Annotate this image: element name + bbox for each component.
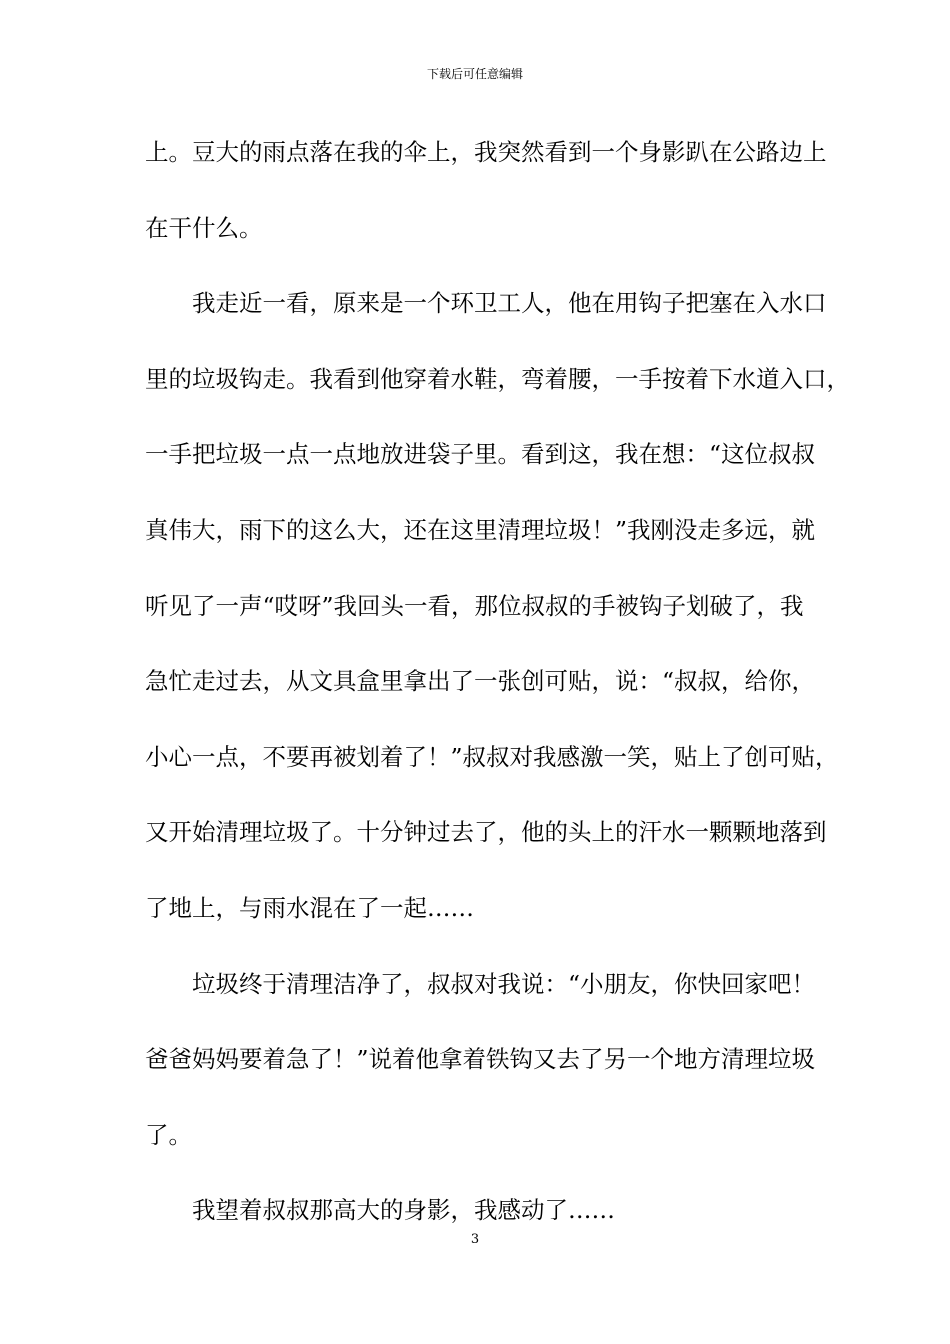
- text-line: 真伟大，雨下的这么大，还在这里清理垃圾！”我刚没走多远，就: [145, 515, 816, 544]
- text-line: 在干什么。: [145, 213, 263, 242]
- text-line: 了地上，与雨水混在了一起……: [145, 893, 474, 922]
- text-line: 了。: [145, 1120, 192, 1149]
- text-line: 一手把垃圾一点一点地放进袋子里。看到这，我在想：“这位叔叔: [145, 440, 816, 469]
- text-line: 里的垃圾钩走。我看到他穿着水鞋，弯着腰，一手按着下水道入口，: [145, 364, 850, 393]
- text-line: 小心一点，不要再被划着了！”叔叔对我感激一笑，贴上了创可贴，: [145, 742, 839, 771]
- paragraph-start-line: 我望着叔叔那高大的身影，我感动了……: [192, 1196, 615, 1225]
- paragraph-start-line: 我走近一看，原来是一个环卫工人，他在用钩子把塞在入水口: [192, 289, 827, 318]
- text-line: 爸爸妈妈要着急了！”说着他拿着铁钩又去了另一个地方清理垃圾: [145, 1045, 816, 1074]
- paragraph-start-line: 垃圾终于清理洁净了，叔叔对我说：“小朋友，你快回家吧！: [192, 969, 816, 998]
- text-line: 又开始清理垃圾了。十分钟过去了，他的头上的汗水一颗颗地落到: [145, 818, 827, 847]
- text-line: 上。豆大的雨点落在我的伞上，我突然看到一个身影趴在公路边上: [145, 138, 827, 166]
- page-number: 3: [470, 1232, 480, 1247]
- text-line: 急忙走过去，从文具盒里拿出了一张创可贴，说：“叔叔，给你，: [145, 667, 816, 696]
- text-line: 听见了一声“哎呀”我回头一看，那位叔叔的手被钩子划破了，我: [145, 591, 804, 620]
- page-header: 下载后可任意编辑: [426, 67, 523, 81]
- document-body: [145, 128, 850, 1262]
